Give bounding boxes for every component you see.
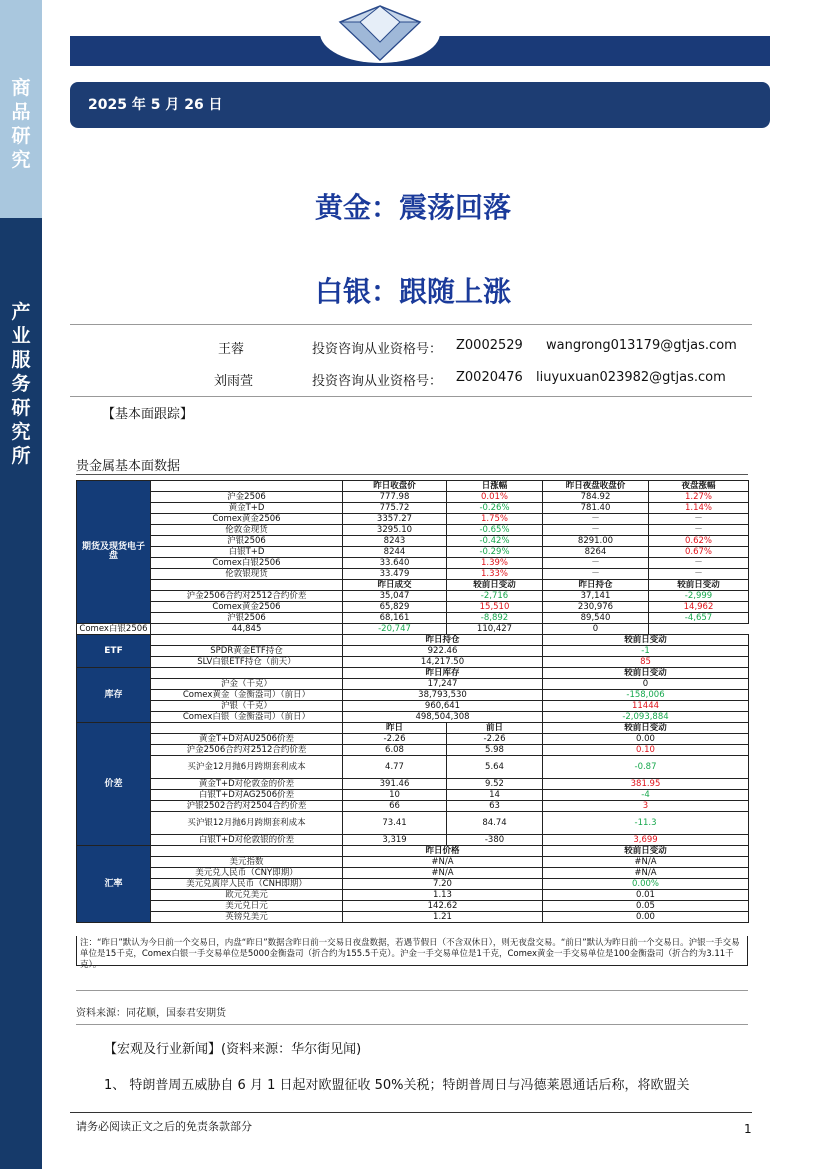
table-row: 沪银2506 68,161 -8,892 89,540 -4,657: [77, 613, 749, 624]
table-row: 美元兑离岸人民币（CNH即期） 7.20 0.00%: [77, 879, 749, 890]
title-silver: 白银：跟随上涨: [314, 275, 511, 308]
table-row: 沪金2506 777.98 0.01% 784.92 1.27%: [77, 492, 749, 503]
table-title: 贵金属基本面数据: [76, 459, 181, 474]
table-row: 黄金T+D对伦敦金的价差 391.46 9.52 381.95: [77, 779, 749, 790]
table-row: 白银T+D 8244 -0.29% 8264 0.67%: [77, 547, 749, 558]
table-row: 欧元兑美元 1.13 0.01: [77, 890, 749, 901]
table-row: 沪金2506合约对2512合约价差 6.08 5.98 0.10: [77, 745, 749, 756]
table-row: 沪金（千克） 17,247 0: [77, 679, 749, 690]
divider: [76, 990, 748, 991]
table-row: 伦敦金现货 3295.10 -0.65% － －: [77, 525, 749, 536]
table-header-row: 昨日成交 较前日变动 昨日持仓 较前日变动: [77, 580, 749, 591]
table-row: 白银T+D对AG2506价差 10 14 -4: [77, 790, 749, 801]
title-gold: 黄金：震荡回落: [314, 191, 511, 224]
table-header-row: 库存 昨日库存 较前日变动: [77, 668, 749, 679]
divider: [76, 474, 748, 475]
table-header-row: 价差 昨日 前日 较前日变动: [77, 723, 749, 734]
disclaimer-note: 请务必阅读正文之后的免责条款部分: [76, 1120, 252, 1133]
section-macro: 【宏观及行业新闻】(资料来源：华尔街见闻): [104, 1042, 362, 1057]
date-bar: [70, 82, 770, 128]
table-row: 沪银（千克） 960,641 11444: [77, 701, 749, 712]
table-header-row: 汇率 昨日价格 较前日变动: [77, 846, 749, 857]
author-row: [70, 370, 770, 390]
table-row: 美元兑日元 142.62 0.05: [77, 901, 749, 912]
table-row: SPDR黄金ETF持仓 922.46 -1: [77, 646, 749, 657]
table-row: Comex黄金2506 3357.27 1.75% － －: [77, 514, 749, 525]
qualification-label: 投资咨询从业资格号：: [312, 342, 443, 357]
section-fundamentals: 【基本面跟踪】: [102, 407, 194, 422]
author-name: 刘雨萱: [214, 374, 254, 389]
qualification-number: Z0002529: [456, 338, 523, 353]
table-row: Comex白银2506 33.640 1.39% － －: [77, 558, 749, 569]
table-header-row: ETF 昨日持仓 较前日变动: [77, 635, 749, 646]
author-email[interactable]: liuyuxuan023982@gtjas.com: [536, 370, 726, 385]
table-row: 美元指数 #N/A #N/A: [77, 857, 749, 868]
category-inventory: 库存: [77, 668, 151, 723]
table-row: Comex白银（金衡盎司）（前日） 498,504,308 -2,093,884: [77, 712, 749, 723]
table-row: 沪银2502合约对2504合约价差 66 63 3: [77, 801, 749, 812]
table-row: Comex白银2506 44,845 -20,747 110,427 0: [77, 624, 749, 635]
table-note: 注：“昨日”默认为今日前一个交易日，内盘“昨日”数据含昨日前一交易日夜盘数据，若遇节假日（不含双休日），则无夜盘交易。“前日”默认为昨日前一个交易日。沪银一手交易单位是15千克，Comex白银一手交易单位是5000金衡盎司（折合约为155.5千克）。沪金一手交易单位是1千克，Comex黄金一手交易单位是100金衡盎司（折合约为3.11千克）。: [76, 936, 748, 966]
divider: [76, 1024, 748, 1025]
table-row: 美元兑人民币（CNY即期） #N/A #N/A: [77, 868, 749, 879]
qualification-label: 投资咨询从业资格号：: [312, 374, 443, 389]
table-row: Comex黄金（金衡盎司）（前日） 38,793,530 -158,006: [77, 690, 749, 701]
sidebar-label-industry-institute: 产 业 服 务 研 究 所: [11, 301, 31, 467]
table-row: 伦敦银现货 33.479 1.33% － －: [77, 569, 749, 580]
table-row: 黄金T+D 775.72 -0.26% 781.40 1.14%: [77, 503, 749, 514]
table-row: 沪金2506合约对2512合约价差 35,047 -2,716 37,141 -2,999: [77, 591, 749, 602]
category-etf: ETF: [77, 635, 151, 668]
diamond-logo-icon: [316, 2, 444, 64]
fundamentals-table: [76, 480, 749, 923]
page-number: 1: [744, 1122, 752, 1136]
table-row: 买沪银12月抛6月跨期套利成本 73.41 84.74 -11.3: [77, 812, 749, 835]
data-source: 资料来源：同花顺，国泰君安期货: [76, 1008, 226, 1019]
table-row: 买沪金12月抛6月跨期套利成本 4.77 5.64 -0.87: [77, 756, 749, 779]
table-row: Comex黄金2506 65,829 15,510 230,976 14,962: [77, 602, 749, 613]
table-row: SLV白银ETF持仓（前天） 14,217.50 85: [77, 657, 749, 668]
category-futures: 期货及现货电子盘: [77, 481, 151, 624]
sidebar-label-commodity-research: 商 品 研 究: [11, 77, 31, 171]
author-row: [70, 338, 770, 358]
author-email[interactable]: wangrong013179@gtjas.com: [546, 338, 737, 353]
news-item: 1、 特朗普周五威胁自 6 月 1 日起对欧盟征收 50%关税；特朗普周日与冯德莱恩通话后称，将欧盟关: [104, 1078, 690, 1093]
table-row: 英镑兑美元 1.21 0.00: [77, 912, 749, 923]
footer-divider: [70, 1112, 752, 1113]
table-row: 黄金T+D对AU2506价差 -2.26 -2.26 0.00: [77, 734, 749, 745]
category-fx: 汇率: [77, 846, 151, 923]
qualification-number: Z0020476: [456, 370, 523, 385]
table-row: 沪银2506 8243 -0.42% 8291.00 0.62%: [77, 536, 749, 547]
category-spread: 价差: [77, 723, 151, 846]
table-row: 白银T+D对伦敦银的价差 3,319 -380 3,699: [77, 835, 749, 846]
table-header-row: 期货及现货电子盘 昨日收盘价 日涨幅 昨日夜盘收盘价 夜盘涨幅: [77, 481, 749, 492]
report-date: 2025 年 5 月 26 日: [88, 97, 223, 113]
divider: [70, 396, 752, 397]
author-name: 王蓉: [218, 342, 245, 357]
divider: [70, 324, 752, 325]
